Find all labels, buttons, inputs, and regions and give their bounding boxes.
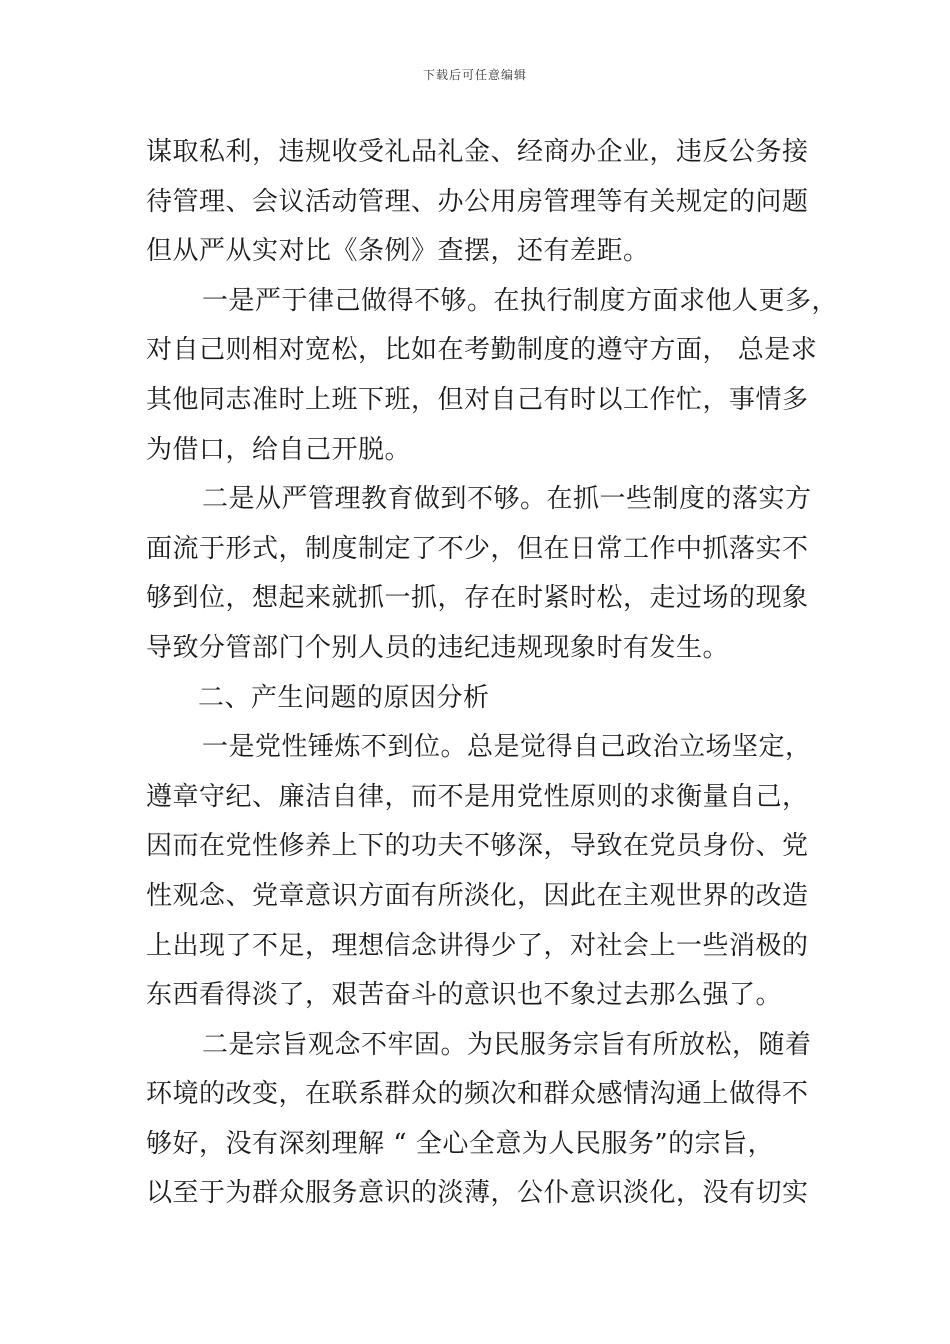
text-line: 遵章守纪、廉洁自律，而不是用党性原则的求衡量自己，	[146, 781, 809, 812]
text-line: 以至于为群众服务意识的淡薄，公仆意识淡化，没有切实	[146, 1178, 809, 1209]
text-line: 因而在党性修养上下的功夫不够深，导致在党员身份、党	[146, 831, 809, 862]
text-line: 东西看得淡了，艰苦奋斗的意识也不象过去那么强了。	[146, 980, 783, 1011]
text-line: 待管理、会议活动管理、办公用房管理等有关规定的问题	[146, 186, 809, 217]
page-header-note: 下载后可任意编辑	[422, 68, 527, 82]
text-line: 对自己则相对宽松，比如在考勤制度的遵守方面， 总是求	[146, 335, 818, 366]
text-line: 其他同志准时上班下班，但对自己有时以工作忙，事情多	[146, 384, 809, 415]
text-line: 环境的改变，在联系群众的频次和群众感情沟通上做得不	[146, 1079, 809, 1110]
text-line: 导致分管部门个别人员的违纪违规现象时有发生。	[146, 632, 730, 663]
text-line: 谋取私利，违规收受礼品礼金、经商办企业，违反公务接	[146, 137, 809, 167]
text-line: 面流于形式，制度制定了不少，但在日常工作中抓落实不	[146, 533, 809, 564]
section-heading: 二、产生问题的原因分析	[198, 682, 490, 713]
document-body	[146, 128, 839, 1219]
paragraph-first-line: 二是从严管理教育做到不够。在抓一些制度的落实方	[202, 484, 812, 515]
paragraph-first-line: 一是党性锤炼不到位。总是觉得自己政治立场坚定，	[202, 732, 812, 763]
text-line: 上出现了不足，理想信念讲得少了，对社会上一些消极的	[146, 930, 809, 961]
text-line: 性观念、党章意识方面有所淡化，因此在主观世界的改造	[146, 880, 809, 911]
text-line: 但从严从实对比《条例》查摆，还有差距。	[146, 236, 650, 267]
text-line: 为借口，给自己开脱。	[146, 434, 412, 465]
paragraph-first-line: 一是严于律己做得不够。在执行制度方面求他人更多，	[202, 285, 839, 316]
paragraph-first-line: 二是宗旨观念不牢固。为民服务宗旨有所放松，随着	[202, 1029, 812, 1060]
text-line: 够好，没有深刻理解 “ 全心全意为人民服务”的宗旨，	[146, 1128, 775, 1159]
text-line: 够到位，想起来就抓一抓，存在时紧时松，走过场的现象	[146, 583, 809, 614]
